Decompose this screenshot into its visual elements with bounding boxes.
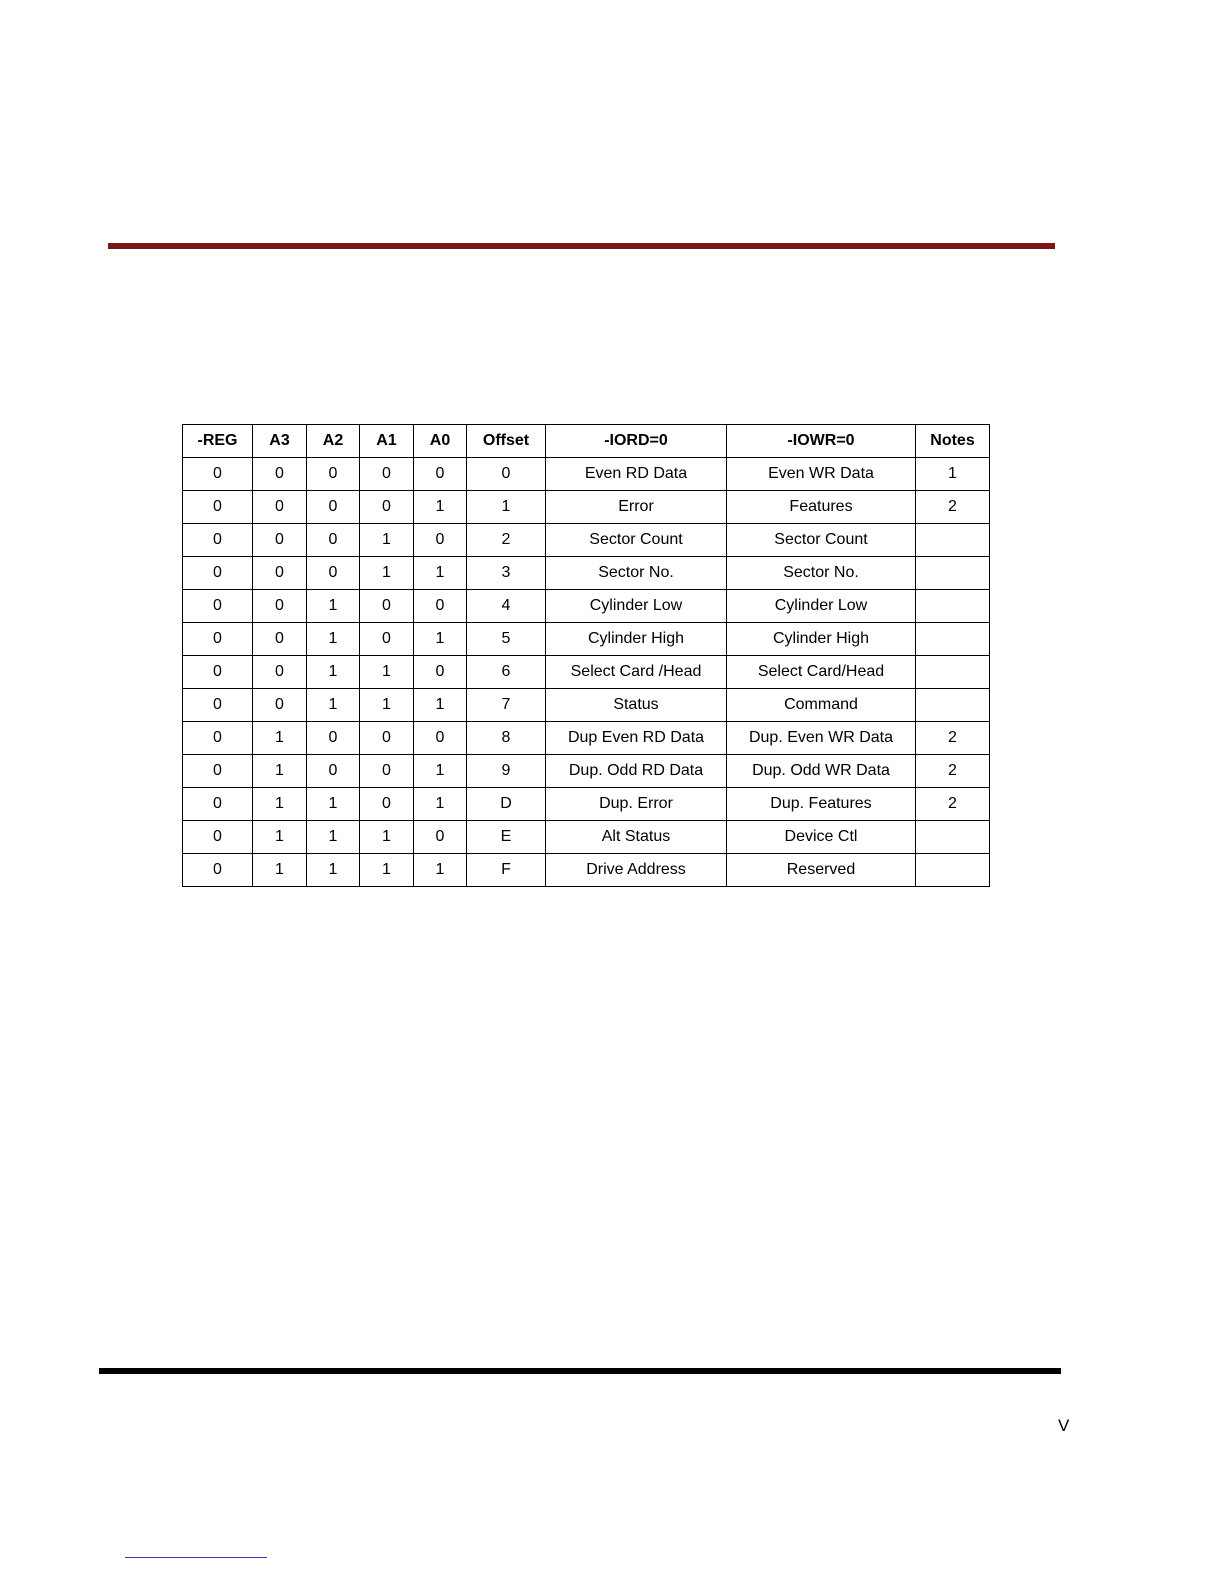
cell-offset: 3 (467, 557, 546, 590)
cell-notes (916, 854, 990, 887)
table-row (183, 557, 990, 590)
cell-offset: D (467, 788, 546, 821)
cell-reg: 0 (183, 590, 253, 623)
cell-iowr: Even WR Data (727, 458, 916, 491)
cell-a1: 1 (360, 656, 414, 689)
cell-a0: 0 (414, 722, 467, 755)
cell-a3: 0 (253, 656, 307, 689)
cell-a1: 1 (360, 524, 414, 557)
cell-a0: 0 (414, 656, 467, 689)
cell-a1: 0 (360, 491, 414, 524)
cell-iowr: Dup. Odd WR Data (727, 755, 916, 788)
cell-reg: 0 (183, 524, 253, 557)
cell-a0: 1 (414, 623, 467, 656)
cell-reg: 0 (183, 656, 253, 689)
cell-iord: Drive Address (546, 854, 727, 887)
table-row (183, 854, 990, 887)
cell-a2: 1 (307, 623, 360, 656)
cell-offset: 7 (467, 689, 546, 722)
cell-iord: Sector Count (546, 524, 727, 557)
cell-offset: 9 (467, 755, 546, 788)
table-row (183, 590, 990, 623)
cell-a3: 0 (253, 590, 307, 623)
header-iord: -IORD=0 (546, 425, 727, 458)
cell-iord: Cylinder Low (546, 590, 727, 623)
page-marker: V (1058, 1416, 1070, 1435)
cell-offset: 5 (467, 623, 546, 656)
table-row (183, 722, 990, 755)
cell-iowr: Dup. Features (727, 788, 916, 821)
cell-iowr: Command (727, 689, 916, 722)
cell-a0: 0 (414, 590, 467, 623)
cell-iord: Status (546, 689, 727, 722)
header-a0: A0 (414, 425, 467, 458)
cell-iowr: Sector Count (727, 524, 916, 557)
cell-a3: 0 (253, 689, 307, 722)
cell-iowr: Device Ctl (727, 821, 916, 854)
cell-a3: 1 (253, 788, 307, 821)
table-row (183, 656, 990, 689)
cell-a3: 0 (253, 623, 307, 656)
table-header-row (183, 425, 990, 458)
cell-a3: 1 (253, 755, 307, 788)
cell-a0: 1 (414, 788, 467, 821)
cell-notes (916, 524, 990, 557)
cell-a1: 0 (360, 788, 414, 821)
header-a3: A3 (253, 425, 307, 458)
cell-iord: Select Card /Head (546, 656, 727, 689)
header-reg: -REG (183, 425, 253, 458)
table-row (183, 623, 990, 656)
cell-a1: 1 (360, 557, 414, 590)
cell-a3: 0 (253, 458, 307, 491)
cell-a2: 0 (307, 491, 360, 524)
cell-iord: Cylinder High (546, 623, 727, 656)
cell-notes (916, 656, 990, 689)
table-row (183, 821, 990, 854)
cell-notes (916, 689, 990, 722)
cell-reg: 0 (183, 722, 253, 755)
cell-a0: 1 (414, 755, 467, 788)
cell-iowr: Cylinder High (727, 623, 916, 656)
cell-iord: Alt Status (546, 821, 727, 854)
cell-a3: 0 (253, 557, 307, 590)
cell-a0: 1 (414, 689, 467, 722)
cell-reg: 0 (183, 557, 253, 590)
cell-a1: 1 (360, 821, 414, 854)
cell-a0: 0 (414, 524, 467, 557)
cell-iord: Dup. Odd RD Data (546, 755, 727, 788)
header-iowr: -IOWR=0 (727, 425, 916, 458)
cell-reg: 0 (183, 755, 253, 788)
cell-a2: 1 (307, 656, 360, 689)
header-a1: A1 (360, 425, 414, 458)
table-body (183, 458, 990, 887)
cell-notes (916, 590, 990, 623)
cell-a2: 0 (307, 458, 360, 491)
cell-a3: 0 (253, 491, 307, 524)
cell-iord: Dup Even RD Data (546, 722, 727, 755)
cell-iowr: Reserved (727, 854, 916, 887)
cell-a0: 1 (414, 491, 467, 524)
cell-offset: F (467, 854, 546, 887)
cell-a2: 1 (307, 854, 360, 887)
cell-iowr: Dup. Even WR Data (727, 722, 916, 755)
cell-a1: 0 (360, 722, 414, 755)
cell-offset: 0 (467, 458, 546, 491)
cell-reg: 0 (183, 623, 253, 656)
cell-iord: Error (546, 491, 727, 524)
header-divider (108, 243, 1055, 249)
cell-iord: Sector No. (546, 557, 727, 590)
table-row (183, 755, 990, 788)
cell-reg: 0 (183, 788, 253, 821)
cell-iord: Dup. Error (546, 788, 727, 821)
cell-reg: 0 (183, 458, 253, 491)
cell-a3: 0 (253, 524, 307, 557)
cell-notes (916, 557, 990, 590)
cell-reg: 0 (183, 689, 253, 722)
cell-offset: 6 (467, 656, 546, 689)
cell-notes: 1 (916, 458, 990, 491)
cell-a2: 0 (307, 557, 360, 590)
cell-notes (916, 821, 990, 854)
cell-notes: 2 (916, 491, 990, 524)
register-address-table (182, 424, 990, 887)
cell-notes: 2 (916, 788, 990, 821)
cell-a2: 0 (307, 755, 360, 788)
cell-offset: 8 (467, 722, 546, 755)
cell-a1: 0 (360, 755, 414, 788)
cell-a0: 1 (414, 557, 467, 590)
cell-offset: 4 (467, 590, 546, 623)
cell-iowr: Cylinder Low (727, 590, 916, 623)
cell-a0: 1 (414, 854, 467, 887)
cell-a1: 1 (360, 854, 414, 887)
header-notes: Notes (916, 425, 990, 458)
cell-notes: 2 (916, 722, 990, 755)
cell-a3: 1 (253, 821, 307, 854)
table-row (183, 524, 990, 557)
cell-a1: 0 (360, 623, 414, 656)
cell-iord: Even RD Data (546, 458, 727, 491)
table-row (183, 788, 990, 821)
cell-offset: 1 (467, 491, 546, 524)
cell-iowr: Features (727, 491, 916, 524)
cell-a2: 0 (307, 722, 360, 755)
cell-a1: 1 (360, 689, 414, 722)
cell-reg: 0 (183, 491, 253, 524)
cell-offset: E (467, 821, 546, 854)
cell-a0: 0 (414, 821, 467, 854)
cell-a2: 1 (307, 788, 360, 821)
cell-a1: 0 (360, 458, 414, 491)
cell-iowr: Sector No. (727, 557, 916, 590)
cell-a1: 0 (360, 590, 414, 623)
table-row (183, 689, 990, 722)
header-a2: A2 (307, 425, 360, 458)
table-row (183, 491, 990, 524)
cell-reg: 0 (183, 821, 253, 854)
table-row (183, 458, 990, 491)
cell-notes (916, 623, 990, 656)
cell-a0: 0 (414, 458, 467, 491)
cell-a2: 1 (307, 821, 360, 854)
header-offset: Offset (467, 425, 546, 458)
footer-divider (99, 1368, 1061, 1374)
cell-a2: 0 (307, 524, 360, 557)
cell-iowr: Select Card/Head (727, 656, 916, 689)
cell-notes: 2 (916, 755, 990, 788)
cell-a2: 1 (307, 689, 360, 722)
cell-a3: 1 (253, 722, 307, 755)
cell-reg: 0 (183, 854, 253, 887)
footer-link-underline (125, 1557, 267, 1558)
cell-a3: 1 (253, 854, 307, 887)
cell-offset: 2 (467, 524, 546, 557)
cell-a2: 1 (307, 590, 360, 623)
